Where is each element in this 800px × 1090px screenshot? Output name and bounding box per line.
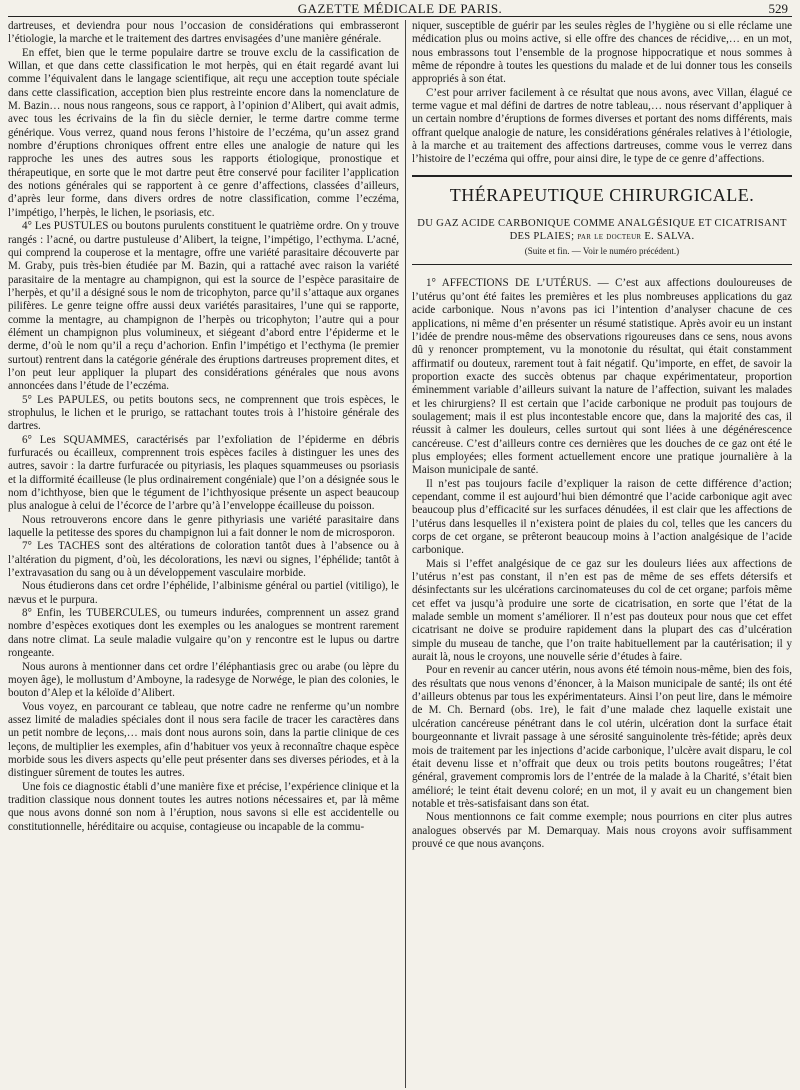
paragraph: 7° Les TACHES sont des altérations de coloration tantôt dues à l’absence ou à l’altération du pigment, d’où, les décolorations, les nævi ou signes, l’éphélide; tantôt à l’extravasation du sang ou à un développement vasculaire morbide. (8, 540, 399, 580)
section-divider (412, 175, 792, 177)
paragraph: Pour en revenir au cancer utérin, nous avons été témoin nous-même, bien des fois, des résultats que nous venons d’énoncer, à la Maison municipale de santé; ils ont été d’ailleurs obtenus par tous les expérimentateurs. Ainsi l’on peut lire, dans le mémoire de M. Ch. Bernard (obs. 1re), le fait d’une malade chez laquelle existait une ulcération cancéreuse pénétrant dans le col utérin, ulcération dont la surface était bourgeonnante et livrait passage à une sérosité sanguinolente très-fétide; après deux mois de traitement par les injections d’acide carbonique, l’ulcère avait disparu, le col était devenu lisse et n’offrait que deux ou trois petits boutons rougeâtres; l’état général, gravement compromis lors de l’entrée de la malade à la Charité, s’était bien amélioré; le teint était devenu coloré; en un mot, il y avait eu un changement bien notable et très-satisfaisant dans son état. (412, 664, 792, 810)
right-column (412, 20, 792, 1088)
paragraph: Nous retrouverons encore dans le genre pithyriasis une variété parasitaire dans laquelle la petitesse des spores du champignon lui a fait donner le nom de microsporon. (8, 513, 399, 540)
paragraph: Vous voyez, en parcourant ce tableau, que notre cadre ne renferme qu’un nombre assez limité de maladies spéciales dont il nous sera facile de tracer les caractères dans un petit nombre de leçons,… mais dont nous aurons soin, dans la partie clinique de ces leçons, de multiplier les exemples, afin d’habituer vos yeux à reconnaître chaque espèce morbide sous les divers aspects qu’elle peut présenter dans ses diverses périodes, et à la distinguer sûrement de toutes les autres. (8, 700, 399, 780)
paragraph: Nous étudierons dans cet ordre l’éphélide, l’albinisme général ou partiel (vitiligo), le nævus et le purpura. (8, 580, 399, 606)
page-number: 529 (768, 1, 788, 16)
paragraph: 1° AFFECTIONS DE L’UTÉRUS. — C’est aux affections douloureuses de l’utérus qu’ont été faites les premières et les plus nombreuses applications du gaz acide carbonique. Nous n’avons pas ici l’intention d’analyser chacune de ces applications, ni même d’en présenter un résumé statistique. Après avoir eu un instant l’idée de prendre nous-même des observations rigoureuses dans ce sens, nous avons dû y renoncer promptement, vu la monotonie du résultat, qui était constamment affirmatif ou douteux, rarement tout à fait négatif. Qu’importe, en effet, de savoir la proportion exacte des succès obtenus par chaque expérimentateur, proportion éminemment variable d’ailleurs suivant la nature de l’affection, suivant les malades et les chirurgiens? Il est certain que l’acide carbonique ne produit pas toujours de soulagement; mais il est plus incontestable encore que, dans la majorité des cas, il réussit à calmer les douleurs, celles surtout qui sont liées à une dégénérescence cancéreuse. C’est d’ailleurs contre ces dernières que les douches de ce gaz ont été le plus employées; elles forment actuellement encore une pratique journalière à la Maison municipale de santé. (412, 277, 792, 477)
paragraph: 4° Les PUSTULES ou boutons purulents constituent le quatrième ordre. On y trouve rangés : l’acné, ou dartre pustuleuse d’Alibert, la teigne, l’impétigo, l’ecthyma. L’acné, qui comprend la couperose et la mentagre, offre une variété parasitaire découverte par M. Graby, puis très-bien étudiée par M. Bazin, qui a rattaché avec raison la variété parasitaire de la mentagre au champignon, qui est la source de l’espèce parasitaire de l’herpès, et qu’il a désigné sous le nom de tricophyton, parce qu’il s’attaque aux organes pilifères. Le genre teigne offre aussi deux variétés parasitaires, l’une qui se rapporte, comme la mentagre, au champignon de l’herpès ou tricophyton; l’autre qui a pour élément un champignon plus volumineux, et siégeant d’abord entre l’épiderme et le derme, d’où le nom qu’il a reçu d’achorion. Enfin l’impétigo et l’ecthyma (le premier surtout) rentrent dans la catégorie générale des éruptions dartreuses proprement dites, et l’on peut leur appliquer la plupart des considérations générales que nous avons annoncées dans l’étude de l’eczéma. (8, 220, 399, 393)
running-head (8, 0, 792, 17)
paragraph: 5° Les PAPULES, ou petits boutons secs, ne comprennent que trois espèces, le strophulus, le lichen et le prurigo, se rattachant toutes trois à l’histoire générale des dartres. (8, 393, 399, 433)
paragraph: Nous mentionnons ce fait comme exemple; nous pourrions en citer plus autres analogues observés par M. Demarquay. Mais nous croyons avoir suffisamment prouvé ce que nous avançons. (412, 811, 792, 850)
paragraph: Il n’est pas toujours facile d’expliquer la raison de cette différence d’action; cependant, comme il est aujourd’hui bien démontré que l’acide carbonique agit avec beaucoup plus d’efficacité sur les surfaces dénudées, il est clair que les affections de l’utérus dans lesquelles il n’existera point de plaies du col, telles que les cancers du corps de cet organe, se prêteront beaucoup moins à l’action analgésique de l’acide carbonique. (412, 477, 792, 557)
article-title (412, 217, 792, 244)
paragraph: dartreuses, et deviendra pour nous l’occasion de considérations qui embrasseront l’étiologie, la marche et le traitement des dartres envisagées d’une manière générale. (8, 20, 399, 46)
paragraph: Mais si l’effet analgésique de ce gaz sur les douleurs liées aux affections de l’utérus n’est pas constant, il n’en est pas de même de ses effets détersifs et désinfectants sur les ulcérations carcinomateuses du col de cet organe; parfois même cet effet va jusqu’à produire une sorte de cicatrisation, en sorte que l’état de la malade semble un moment s’améliorer. Il n’est pas douteux pour nous que cet effet cicatrisant ne doive se produire rapidement dans la plupart des cas d’ulcération simple du museau de tanche, que l’on traite habituellement par la cautérisation; il y aurait là, nous le croyons, une nouvelle série d’études à faire. (412, 557, 792, 664)
left-column (8, 20, 399, 1088)
paragraph: 6° Les SQUAMMES, caractérisés par l’exfoliation de l’épiderme en débris furfuracés ou écailleux, comprennent trois espèces faciles à distinguer les unes des autres, savoir : la dartre furfuracée ou pityriasis, les plaques squammeuses ou psoriasis et la difformité écailleuse (le plus ordinairement congéniale) que l’on a désignée sous le nom d’ichthyose, bien que le tégument de l’ichthyosique présente un aspect beaucoup plus analogue à celui de l’écorce de l’arbre qu’à l’enveloppe écailleuse du poisson. (8, 433, 399, 513)
article-title-text: DU GAZ ACIDE CARBONIQUE COMME ANALGÉSIQUE ET CICATRISANT DES PLAIES; par le docteur E. SALVA. (417, 217, 787, 243)
paragraph: niquer, susceptible de guérir par les seules règles de l’hygiène ou si elle réclame une médication plus ou moins active, si elle offre des chances de récidive,… en un mot, nous embrassons tout l’ensemble de la prognose hippocratique et nous sommes à même de répondre à toutes les questions du malade et de lui donner tous les conseils appropriés à son état. (412, 20, 792, 86)
paragraph: Nous aurons à mentionner dans cet ordre l’éléphantiasis grec ou arabe (ou lèpre du moyen âge), le mollustum d’Amboyne, la radesyge de Norwége, le pian des colonies, le bouton d’Alep et la kéloïde d’Alibert. (8, 660, 399, 700)
column-divider (405, 20, 406, 1088)
journal-title: GAZETTE MÉDICALE DE PARIS. (297, 1, 503, 16)
paragraph: C’est pour arriver facilement à ce résultat que nous avons, avec Villan, élagué ce terme vague et mal défini de dartres de notre tableau,… nous réservant d’appliquer à un certain nombre d’éruptions de formes diverses et portant des noms différents, mais offrant quelque analogie de nature, les considérations générales relatives à l’étiologie, à la marche et au traitement des affections dartreuses, comme vous le verrez dans l’histoire de l’eczéma qui offre, pour ainsi dire, le type de ce genre d’affections. (412, 86, 792, 166)
paragraph: En effet, bien que le terme populaire dartre se trouve exclu de la cassification de Willan, et que dans cette classification le mot herpès, qui en était regardé avant lui comme l’équivalent dans le langage scientifique, ait reçu une acception toute spéciale dans cette classification, acception bien plus restreinte encore dans la nomenclature de M. Bazin… nous nous rangeons, sous ce rapport, à l’opinion d’Alibert, qui avait admis, avec tous les écrivains de la fin du siècle dernier, le terme dartre comme terme générique. Vous verrez, quand nous ferons l’histoire de l’eczéma, qu’un assez grand nombre d’éruptions chroniques offrent entre elles une analogie de nature qui les rapproche les unes des autres sous les rapports étiologique, pronostique et thérapeutique, en sorte que le mot dartre peut être conservé pour faciliter l’application des notions générales qui se rapportent à ce genre d’affections, classées d’ailleurs, d’après leur forme, dans divers ordres de notre classification, comme l’eczéma, l’impétigo, l’herpès, le lichen, le psoriasis, etc. (8, 46, 399, 219)
continuation-note: (Suite et fin. — Voir le numéro précédent.) (524, 246, 680, 257)
paragraph: Une fois ce diagnostic établi d’une manière fixe et précise, l’expérience clinique et la tradition classique nous donnent toutes les autres notions nécessaires et, par là même que nous avons donné son nom à l’éruption, nous savons si elle est accidentelle ou constitutionnelle, héréditaire ou acquise, contagieuse ou incapable de la commu- (8, 780, 399, 833)
paragraph: 8° Enfin, les TUBERCULES, ou tumeurs indurées, comprennent un assez grand nombre d’espèces exotiques dont les exemples ou les analogues se montrent rarement dans notre climat. La seule maladie vulgaire qu’on y rencontre est le lupus ou dartre rongeante. (8, 607, 399, 660)
article-divider (412, 264, 792, 265)
section-heading: THÉRAPEUTIQUE CHIRURGICALE. (449, 184, 755, 205)
